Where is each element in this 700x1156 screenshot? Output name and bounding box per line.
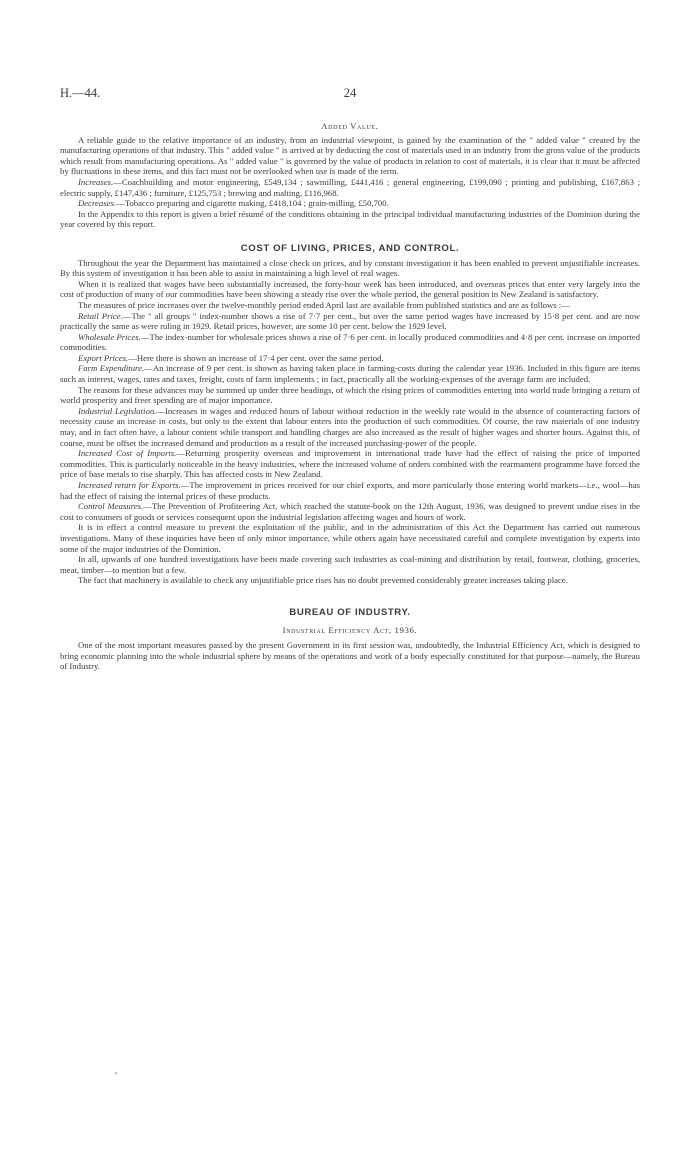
paragraph-text: The measures of price increases over the twelve-monthly period ended April last are available from published statistics and are as follows :— [78, 299, 570, 310]
paragraph-text: —The Prevention of Profiteering Act, which reached the statute-book on the 12th August, 1936, was designed to prevent undue rises in the cost to consumers of goods or services consequent upon the industrial legislation affecting wages and hours of work. [60, 501, 640, 522]
document-reference: H.—44. [60, 86, 101, 100]
paragraph-lead: Increased Cost of Imports. [78, 448, 177, 459]
paragraph [60, 332, 640, 353]
industrial-efficiency-act-subheading: Industrial Efficiency Act, 1936. [282, 624, 418, 635]
paragraph-text: —Returning prosperity overseas and improvement in international trade have had the effect of raising the price of imported commodities. This is particularly noticeable in the heavy industries, where the increased volume of orders combined with the rearmament programme have forced the price of base metals to rise sharply. This has affected costs in New Zealand. [60, 448, 640, 480]
document-page [60, 88, 640, 672]
paragraph-lead: Farm Expenditure. [78, 363, 145, 374]
cost-of-living-title: COST OF LIVING, PRICES, AND CONTROL. [240, 242, 460, 254]
paragraph-text: In all, upwards of one hundred investigations have been made covering such industries as coal-mining and distribution by retail, footwear, clothing, groceries, meat, timber—to mention but a few. [60, 554, 640, 575]
paragraph-lead: Increased return for Exports. [78, 480, 181, 490]
paragraph [60, 353, 640, 364]
paragraph [60, 363, 640, 384]
paragraph [60, 501, 640, 522]
added-value-section [60, 135, 640, 230]
page-number: 24 [343, 86, 357, 100]
paragraph [60, 575, 640, 586]
paragraph [60, 385, 640, 406]
paragraph-text: Throughout the year the Department has maintained a close check on prices, and by constant investigation it has been enabled to prevent unjustifiable increases. By this system of investigation it has been able to assist in maintaining a high level of real wages. [60, 257, 640, 279]
paragraph [60, 258, 640, 279]
paragraph-lead: Retail Price. [78, 310, 123, 321]
paragraph-text: —Tobacco preparing and cigarette making, £418,104 ; grain-milling, £50,700. [116, 198, 389, 209]
paragraph [60, 311, 640, 332]
paragraph-text: —The " all groups " index-number shows a rise of 7·7 per cent., but over the same period wages have increased by 15·8 per cent. and are now practically the same as were ruling in 1929. Retail prices, however, are some 10 per cent. below the 1929 level. [60, 310, 641, 332]
paragraph-text: —Here there is shown an increase of 17·4 per cent. over the same period. [128, 352, 384, 363]
paragraph-text: —The improvement in prices received for our chief exports, and more particularly those entering world markets—i.e., wool—has had the effect of raising the internal prices of these products. [60, 480, 640, 501]
paragraph-text: When it is realized that wages have been substantially increased, the forty-hour week has been introduced, and overseas prices that enter very largely into the cost of production of many of our commodities have been showing a steady rise over the whole period, the general position in New Zealand is satisfactory. [60, 278, 640, 300]
paragraph [60, 554, 640, 575]
paragraph-text: —Increases in wages and reduced hours of labour without reduction in the weekly rate would in the absence of counteracting factors of necessity cause an increase in costs, but only to the extent that labour enters into the production of such commodities. Of course, the raw materials of one industry may, and in fact often have, a labour content while transport and handling charges are also increased as the result of higher wages and shorter hours. Against this, of course, must be offset the increased demand and production as a result of the increased purchasing-power of the people. [60, 405, 640, 448]
paragraph [60, 198, 640, 209]
paragraph-text: In the Appendix to this report is given a brief résumé of the conditions obtaining in the principal individual manufacturing industries of the Dominion during the year covered by this report. [60, 208, 640, 230]
paragraph-text: —Coachbuilding and motor engineering, £549,134 ; sawmilling, £441,416 ; general engineering, £199,090 ; printing and publishing, £167,863 ; electric supply, £147,436 ; furniture, £125,753 ; brewing and malting, £116,968. [60, 176, 640, 198]
page-header [60, 88, 640, 106]
paragraph [60, 135, 640, 177]
paragraph-text: It is in effect a control measure to prevent the exploitation of the public, and in the administration of this Act the Department has carried out numerous investigations. Many of these inquiries have been of only minor importance, while others again have necessitated careful and complete investigation by experts into some of the major industries of the Dominion. [60, 522, 640, 554]
paragraph-text: The reasons for these advances may be summed up under three headings, of which the rising prices of commodities entering into world trade bringing a return of world prosperity and freer spending are of major importance. [60, 384, 640, 406]
paragraph [60, 448, 640, 480]
paragraph-text: A reliable guide to the relative importance of an industry, from an industrial viewpoint, is gained by the examination of the " added value " created by the manufacturing operations of that industry. This " added value " is arrived at by deducting the cost of materials used in an industry from the gross value of the products which result from manufacturing operations. As " added value " is governed by the value of products in relation to cost of materials, it is clear that it must be affected by fluctuations in these items, and this fact must not be overlooked when use is made of the term. [60, 134, 640, 177]
stray-mark: ․ [114, 1065, 118, 1077]
paragraph [60, 209, 640, 230]
cost-of-living-section [60, 258, 640, 586]
paragraph-lead: Decreases. [78, 198, 117, 209]
paragraph-text: —An increase of 9 per cent. is shown as having taken place in farming-costs during the calendar year 1936. Included in this figure are items such as interest, wages, rates and taxes, freight, costs of farm implements ; in fact, practically all the working-expenses of the average farm are included. [60, 363, 640, 385]
paragraph [60, 177, 640, 198]
added-value-heading: Added Value. [321, 122, 379, 131]
paragraph [60, 480, 640, 501]
paragraph [60, 406, 640, 448]
paragraph-lead: Export Prices. [78, 352, 129, 363]
paragraph-text: —The index-number for wholesale prices shows a rise of 7·6 per cent. in locally produced commodities and 4·8 per cent. increase on imported commodities. [60, 331, 640, 353]
paragraph-lead: Increases. [78, 176, 114, 187]
bureau-of-industry-section [60, 640, 640, 672]
paragraph-lead: Control Measures. [78, 501, 144, 512]
paragraph-text: One of the most important measures passed by the present Government in its first session was, undoubtedly, the Industrial Efficiency Act, which is designed to bring economic planning into the whole industrial sphere by means of the operations and work of a body especially constituted for that purpose—namely, the Bureau of Industry. [60, 640, 640, 672]
bureau-of-industry-title: BUREAU OF INDUSTRY. [289, 606, 411, 618]
paragraph-text: The fact that machinery is available to check any unjustifiable price rises has no doubt prevented considerably greater increases taking place. [78, 575, 568, 586]
paragraph-lead: Industrial Legislation. [78, 405, 157, 416]
paragraph [60, 522, 640, 554]
paragraph [60, 300, 640, 311]
paragraph-lead: Wholesale Prices. [78, 331, 141, 342]
paragraph [60, 279, 640, 300]
paragraph [60, 640, 640, 672]
